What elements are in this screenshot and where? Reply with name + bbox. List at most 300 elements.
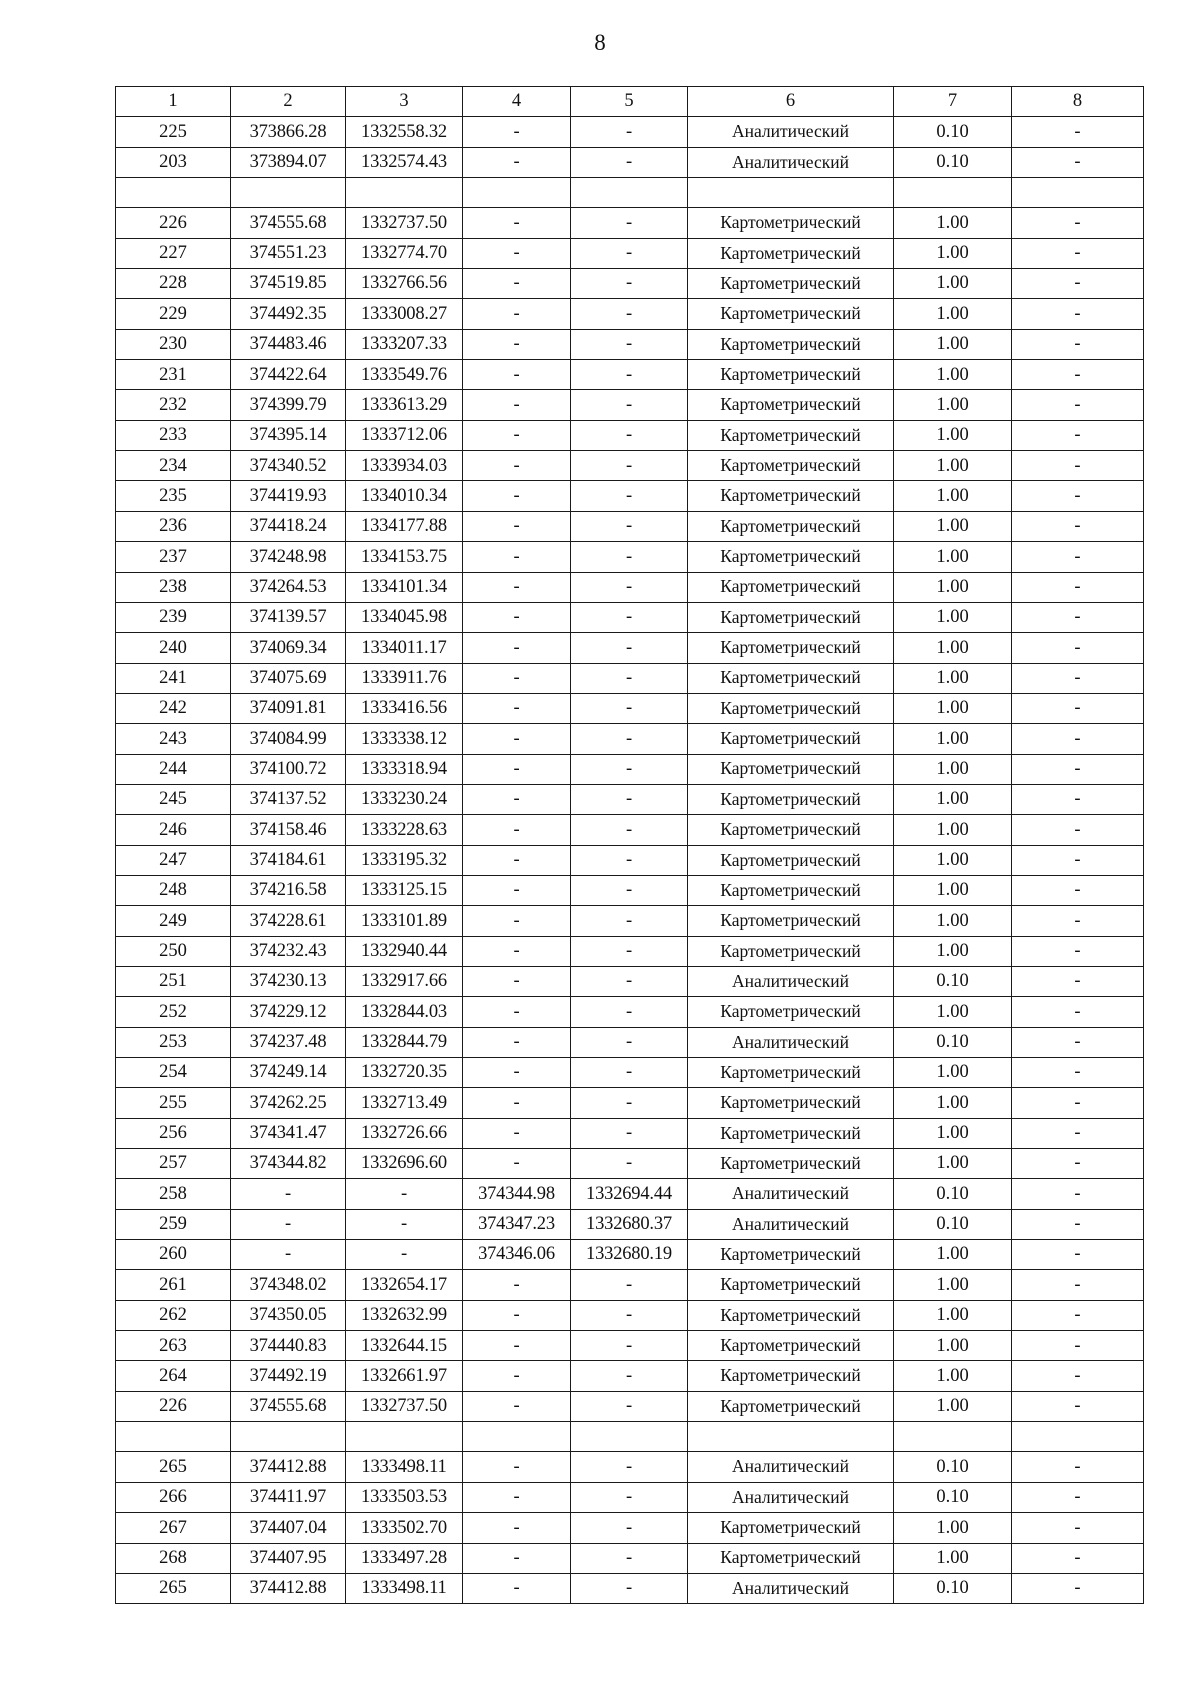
table-cell: 1.00 xyxy=(894,997,1012,1027)
table-cell: - xyxy=(1012,360,1144,390)
table-cell: Картометрический xyxy=(688,542,894,572)
table-cell: 203 xyxy=(116,147,231,177)
table-cell: 1.00 xyxy=(894,360,1012,390)
table-cell: 374340.52 xyxy=(231,451,346,481)
table-cell: - xyxy=(1012,997,1144,1027)
table-cell: 374230.13 xyxy=(231,966,346,996)
table-cell: 1.00 xyxy=(894,1088,1012,1118)
table-cell: 0.10 xyxy=(894,147,1012,177)
table-cell: 245 xyxy=(116,784,231,814)
table-cell: 1.00 xyxy=(894,542,1012,572)
table-cell: 374344.98 xyxy=(463,1179,571,1209)
table-row xyxy=(116,1088,1144,1118)
table-cell: Аналитический xyxy=(688,117,894,147)
table-cell: Картометрический xyxy=(688,511,894,541)
table-cell: Аналитический xyxy=(688,966,894,996)
table-cell: - xyxy=(463,1118,571,1148)
table-cell: 374084.99 xyxy=(231,724,346,754)
table-cell: - xyxy=(1012,1331,1144,1361)
table-cell: 374555.68 xyxy=(231,208,346,238)
table-cell: - xyxy=(571,420,688,450)
table-cell: Картометрический xyxy=(688,633,894,663)
empty-cell xyxy=(231,178,346,208)
table-cell: 231 xyxy=(116,360,231,390)
table-cell: - xyxy=(463,269,571,299)
table-cell: 1.00 xyxy=(894,906,1012,936)
table-cell: - xyxy=(571,1088,688,1118)
column-header: 7 xyxy=(894,87,1012,117)
table-cell: Картометрический xyxy=(688,1240,894,1270)
table-cell: - xyxy=(571,1270,688,1300)
table-cell: 1.00 xyxy=(894,754,1012,784)
table-cell: - xyxy=(463,663,571,693)
table-cell: - xyxy=(1012,208,1144,238)
table-cell: Аналитический xyxy=(688,1209,894,1239)
table-cell: - xyxy=(1012,784,1144,814)
table-cell: Картометрический xyxy=(688,754,894,784)
table-cell: - xyxy=(1012,754,1144,784)
table-row xyxy=(116,936,1144,966)
table-cell: 1333934.03 xyxy=(346,451,463,481)
table-row xyxy=(116,693,1144,723)
table-cell: Картометрический xyxy=(688,693,894,723)
empty-cell xyxy=(231,1422,346,1452)
table-cell: 374555.68 xyxy=(231,1391,346,1421)
table-cell: 266 xyxy=(116,1482,231,1512)
table-cell: 264 xyxy=(116,1361,231,1391)
table-cell: 1332766.56 xyxy=(346,269,463,299)
empty-cell xyxy=(571,1422,688,1452)
table-cell: - xyxy=(571,542,688,572)
table-cell: 1334045.98 xyxy=(346,602,463,632)
table-cell: 1332632.99 xyxy=(346,1300,463,1330)
table-cell: 1333338.12 xyxy=(346,724,463,754)
table-cell: 1.00 xyxy=(894,663,1012,693)
table-cell: 235 xyxy=(116,481,231,511)
table-cell: - xyxy=(463,875,571,905)
column-header: 5 xyxy=(571,87,688,117)
table-cell: 1333712.06 xyxy=(346,420,463,450)
table-cell: - xyxy=(463,906,571,936)
table-cell: - xyxy=(571,1361,688,1391)
table-cell: 1.00 xyxy=(894,1240,1012,1270)
table-cell: 374492.19 xyxy=(231,1361,346,1391)
table-cell: - xyxy=(463,1027,571,1057)
table-cell: 1.00 xyxy=(894,633,1012,663)
table-cell: 247 xyxy=(116,845,231,875)
table-cell: 1334177.88 xyxy=(346,511,463,541)
table-cell: - xyxy=(463,784,571,814)
empty-cell xyxy=(571,178,688,208)
table-cell: 0.10 xyxy=(894,1452,1012,1482)
table-row xyxy=(116,572,1144,602)
table-cell: - xyxy=(463,542,571,572)
table-cell: - xyxy=(463,1058,571,1088)
table-cell: Аналитический xyxy=(688,1452,894,1482)
table-cell: 257 xyxy=(116,1149,231,1179)
table-cell: 240 xyxy=(116,633,231,663)
table-cell: 229 xyxy=(116,299,231,329)
table-cell: - xyxy=(571,1149,688,1179)
table-cell: 1.00 xyxy=(894,572,1012,602)
table-cell: 263 xyxy=(116,1331,231,1361)
empty-cell xyxy=(346,1422,463,1452)
table-cell: 249 xyxy=(116,906,231,936)
table-cell: - xyxy=(463,1573,571,1603)
table-cell: 374341.47 xyxy=(231,1118,346,1148)
table-row xyxy=(116,1118,1144,1148)
table-row xyxy=(116,147,1144,177)
table-cell: Картометрический xyxy=(688,997,894,1027)
table-cell: 374395.14 xyxy=(231,420,346,450)
table-cell: 265 xyxy=(116,1452,231,1482)
table-cell: 1.00 xyxy=(894,299,1012,329)
table-cell: 374407.95 xyxy=(231,1543,346,1573)
table-cell: 374346.06 xyxy=(463,1240,571,1270)
table-cell: 374440.83 xyxy=(231,1331,346,1361)
table-row xyxy=(116,1058,1144,1088)
table-cell: - xyxy=(571,784,688,814)
table-cell: - xyxy=(571,754,688,784)
table-cell: 1.00 xyxy=(894,724,1012,754)
table-cell: 374158.46 xyxy=(231,815,346,845)
table-cell: - xyxy=(571,663,688,693)
table-cell: Аналитический xyxy=(688,1027,894,1057)
table-cell: 1333549.76 xyxy=(346,360,463,390)
table-cell: 374075.69 xyxy=(231,663,346,693)
table-cell: - xyxy=(571,481,688,511)
table-cell: - xyxy=(463,1391,571,1421)
table-row xyxy=(116,663,1144,693)
table-cell: 374412.88 xyxy=(231,1573,346,1603)
table-cell: Картометрический xyxy=(688,1058,894,1088)
column-header: 2 xyxy=(231,87,346,117)
table-cell: 236 xyxy=(116,511,231,541)
table-cell: - xyxy=(1012,1240,1144,1270)
table-cell: 374262.25 xyxy=(231,1088,346,1118)
table-cell: - xyxy=(1012,1543,1144,1573)
table-cell: 225 xyxy=(116,117,231,147)
table-cell: - xyxy=(463,815,571,845)
table-cell: Картометрический xyxy=(688,663,894,693)
table-cell: 374350.05 xyxy=(231,1300,346,1330)
table-cell: 1332654.17 xyxy=(346,1270,463,1300)
table-cell: 1333497.28 xyxy=(346,1543,463,1573)
table-row xyxy=(116,269,1144,299)
coordinates-table xyxy=(115,86,1144,1604)
table-cell: 252 xyxy=(116,997,231,1027)
table-cell: - xyxy=(1012,329,1144,359)
table-cell: - xyxy=(1012,906,1144,936)
table-cell: 1332726.66 xyxy=(346,1118,463,1148)
table-cell: - xyxy=(571,1543,688,1573)
table-cell: 374419.93 xyxy=(231,481,346,511)
table-cell: 0.10 xyxy=(894,1179,1012,1209)
table-cell: 1.00 xyxy=(894,693,1012,723)
table-cell: - xyxy=(1012,1058,1144,1088)
table-cell: - xyxy=(571,724,688,754)
table-cell: 1332680.19 xyxy=(571,1240,688,1270)
table-cell: 1.00 xyxy=(894,420,1012,450)
table-cell: 1333416.56 xyxy=(346,693,463,723)
table-cell: - xyxy=(1012,299,1144,329)
table-cell: Картометрический xyxy=(688,784,894,814)
table-cell: 374483.46 xyxy=(231,329,346,359)
table-cell: Картометрический xyxy=(688,815,894,845)
table-cell: - xyxy=(1012,1391,1144,1421)
table-cell: - xyxy=(571,1331,688,1361)
table-row xyxy=(116,997,1144,1027)
table-cell: - xyxy=(346,1240,463,1270)
table-cell: 268 xyxy=(116,1543,231,1573)
table-cell: 374407.04 xyxy=(231,1513,346,1543)
table-cell: Картометрический xyxy=(688,875,894,905)
table-cell: - xyxy=(571,269,688,299)
table-cell: 374348.02 xyxy=(231,1270,346,1300)
table-cell: 374422.64 xyxy=(231,360,346,390)
table-row xyxy=(116,754,1144,784)
table-cell: - xyxy=(1012,693,1144,723)
table-cell: - xyxy=(463,360,571,390)
table-cell: - xyxy=(571,845,688,875)
table-cell: 1332737.50 xyxy=(346,1391,463,1421)
table-cell: - xyxy=(571,1118,688,1148)
table-cell: 1333498.11 xyxy=(346,1452,463,1482)
table-cell: - xyxy=(463,481,571,511)
empty-cell xyxy=(688,178,894,208)
table-cell: - xyxy=(463,1361,571,1391)
table-cell: 374139.57 xyxy=(231,602,346,632)
table-cell: 1333008.27 xyxy=(346,299,463,329)
table-cell: 374551.23 xyxy=(231,238,346,268)
table-cell: - xyxy=(1012,936,1144,966)
table-row xyxy=(116,360,1144,390)
table-cell: 1332713.49 xyxy=(346,1088,463,1118)
table-cell: - xyxy=(571,208,688,238)
table-cell: - xyxy=(571,1482,688,1512)
table-cell: 1333613.29 xyxy=(346,390,463,420)
table-cell: 237 xyxy=(116,542,231,572)
table-row xyxy=(116,1543,1144,1573)
table-cell: - xyxy=(571,815,688,845)
table-cell: - xyxy=(571,147,688,177)
table-cell: 250 xyxy=(116,936,231,966)
empty-cell xyxy=(894,178,1012,208)
table-cell: - xyxy=(463,1088,571,1118)
table-row xyxy=(116,1391,1144,1421)
table-cell: - xyxy=(463,1543,571,1573)
table-cell: 258 xyxy=(116,1179,231,1209)
table-cell: - xyxy=(1012,1027,1144,1057)
table-cell: - xyxy=(463,329,571,359)
table-cell: 234 xyxy=(116,451,231,481)
table-cell: 1334011.17 xyxy=(346,633,463,663)
table-cell: - xyxy=(346,1209,463,1239)
table-row xyxy=(116,1240,1144,1270)
table-row xyxy=(116,1331,1144,1361)
table-cell: Картометрический xyxy=(688,1149,894,1179)
table-cell: 1332844.79 xyxy=(346,1027,463,1057)
table-cell: Картометрический xyxy=(688,906,894,936)
table-cell: 230 xyxy=(116,329,231,359)
table-cell: - xyxy=(1012,1573,1144,1603)
table-cell: 1333228.63 xyxy=(346,815,463,845)
table-row xyxy=(116,906,1144,936)
table-cell: - xyxy=(463,1513,571,1543)
table-cell: - xyxy=(463,602,571,632)
table-row xyxy=(116,1027,1144,1057)
table-cell: 1.00 xyxy=(894,602,1012,632)
table-cell: - xyxy=(1012,1513,1144,1543)
table-cell: 226 xyxy=(116,1391,231,1421)
table-cell: 1.00 xyxy=(894,390,1012,420)
table-row xyxy=(116,1270,1144,1300)
table-cell: Картометрический xyxy=(688,329,894,359)
table-cell: - xyxy=(463,390,571,420)
empty-cell xyxy=(1012,1422,1144,1452)
table-cell: 232 xyxy=(116,390,231,420)
table-cell: 259 xyxy=(116,1209,231,1239)
table-cell: 374184.61 xyxy=(231,845,346,875)
table-cell: Картометрический xyxy=(688,1331,894,1361)
table-cell: 374232.43 xyxy=(231,936,346,966)
table-cell: - xyxy=(1012,481,1144,511)
table-cell: 1333502.70 xyxy=(346,1513,463,1543)
table-cell: 242 xyxy=(116,693,231,723)
table-cell: 1332844.03 xyxy=(346,997,463,1027)
table-cell: - xyxy=(571,1391,688,1421)
table-cell: 1333503.53 xyxy=(346,1482,463,1512)
table-cell: - xyxy=(571,572,688,602)
table-cell: Картометрический xyxy=(688,845,894,875)
table-cell: 1332558.32 xyxy=(346,117,463,147)
table-cell: - xyxy=(571,117,688,147)
table-cell: - xyxy=(463,693,571,723)
table-cell: 1332661.97 xyxy=(346,1361,463,1391)
table-cell: - xyxy=(1012,966,1144,996)
table-row xyxy=(116,511,1144,541)
table-cell: Картометрический xyxy=(688,269,894,299)
table-cell: - xyxy=(1012,390,1144,420)
table-cell: 1.00 xyxy=(894,208,1012,238)
table-cell: 238 xyxy=(116,572,231,602)
table-cell: - xyxy=(463,1452,571,1482)
table-cell: - xyxy=(463,451,571,481)
table-cell: 1.00 xyxy=(894,1543,1012,1573)
table-cell: - xyxy=(1012,147,1144,177)
table-row xyxy=(116,602,1144,632)
table-cell: Картометрический xyxy=(688,299,894,329)
table-cell: - xyxy=(463,117,571,147)
table-cell: - xyxy=(1012,1118,1144,1148)
table-cell: - xyxy=(571,633,688,663)
table-cell: 1332940.44 xyxy=(346,936,463,966)
table-cell: 374492.35 xyxy=(231,299,346,329)
table-cell: - xyxy=(1012,602,1144,632)
table-cell: 248 xyxy=(116,875,231,905)
table-cell: 1.00 xyxy=(894,1361,1012,1391)
table-row xyxy=(116,1209,1144,1239)
table-cell: Картометрический xyxy=(688,360,894,390)
empty-cell xyxy=(116,1422,231,1452)
table-cell: 1332574.43 xyxy=(346,147,463,177)
table-row xyxy=(116,1482,1144,1512)
table-cell: 0.10 xyxy=(894,1027,1012,1057)
table-cell: 244 xyxy=(116,754,231,784)
table-row xyxy=(116,845,1144,875)
table-cell: 1.00 xyxy=(894,936,1012,966)
table-cell: - xyxy=(1012,451,1144,481)
empty-cell xyxy=(463,1422,571,1452)
table-cell: - xyxy=(463,997,571,1027)
table-cell: 374347.23 xyxy=(463,1209,571,1239)
table-cell: 1332644.15 xyxy=(346,1331,463,1361)
table-cell: - xyxy=(1012,1270,1144,1300)
table-cell: - xyxy=(463,147,571,177)
table-cell: 251 xyxy=(116,966,231,996)
table-cell: - xyxy=(463,1270,571,1300)
table-row xyxy=(116,1149,1144,1179)
table-row xyxy=(116,542,1144,572)
table-cell: - xyxy=(463,420,571,450)
table-row xyxy=(116,784,1144,814)
table-row xyxy=(116,299,1144,329)
table-cell: Картометрический xyxy=(688,1543,894,1573)
table-cell: - xyxy=(1012,875,1144,905)
table-cell: 1.00 xyxy=(894,1058,1012,1088)
table-cell: - xyxy=(571,390,688,420)
table-cell: 267 xyxy=(116,1513,231,1543)
table-cell: 1.00 xyxy=(894,269,1012,299)
table-cell: 374399.79 xyxy=(231,390,346,420)
table-cell: 1.00 xyxy=(894,784,1012,814)
table-cell: - xyxy=(1012,815,1144,845)
table-header-row xyxy=(116,87,1144,117)
table-cell: 1.00 xyxy=(894,238,1012,268)
table-cell: - xyxy=(1012,420,1144,450)
table-cell: 253 xyxy=(116,1027,231,1057)
table-cell: 1.00 xyxy=(894,451,1012,481)
table-cell: - xyxy=(463,633,571,663)
table-cell: 1333125.15 xyxy=(346,875,463,905)
empty-cell xyxy=(346,178,463,208)
empty-cell xyxy=(894,1422,1012,1452)
table-cell: Картометрический xyxy=(688,390,894,420)
table-cell: Аналитический xyxy=(688,1573,894,1603)
table-cell: - xyxy=(1012,269,1144,299)
table-cell: 374237.48 xyxy=(231,1027,346,1057)
table-cell: 1.00 xyxy=(894,1391,1012,1421)
table-cell: Картометрический xyxy=(688,724,894,754)
table-cell: 1332696.60 xyxy=(346,1149,463,1179)
table-cell: - xyxy=(1012,1088,1144,1118)
table-cell: 243 xyxy=(116,724,231,754)
table-cell: - xyxy=(463,299,571,329)
empty-cell xyxy=(116,178,231,208)
table-cell: 374264.53 xyxy=(231,572,346,602)
table-cell: - xyxy=(571,693,688,723)
table-cell: 1333230.24 xyxy=(346,784,463,814)
table-cell: - xyxy=(571,966,688,996)
table-cell: 1.00 xyxy=(894,1118,1012,1148)
table-cell: - xyxy=(463,572,571,602)
table-cell: Аналитический xyxy=(688,1179,894,1209)
table-cell: - xyxy=(1012,572,1144,602)
table-row xyxy=(116,1179,1144,1209)
table-cell: 374248.98 xyxy=(231,542,346,572)
table-row xyxy=(116,420,1144,450)
table-cell: 1.00 xyxy=(894,511,1012,541)
